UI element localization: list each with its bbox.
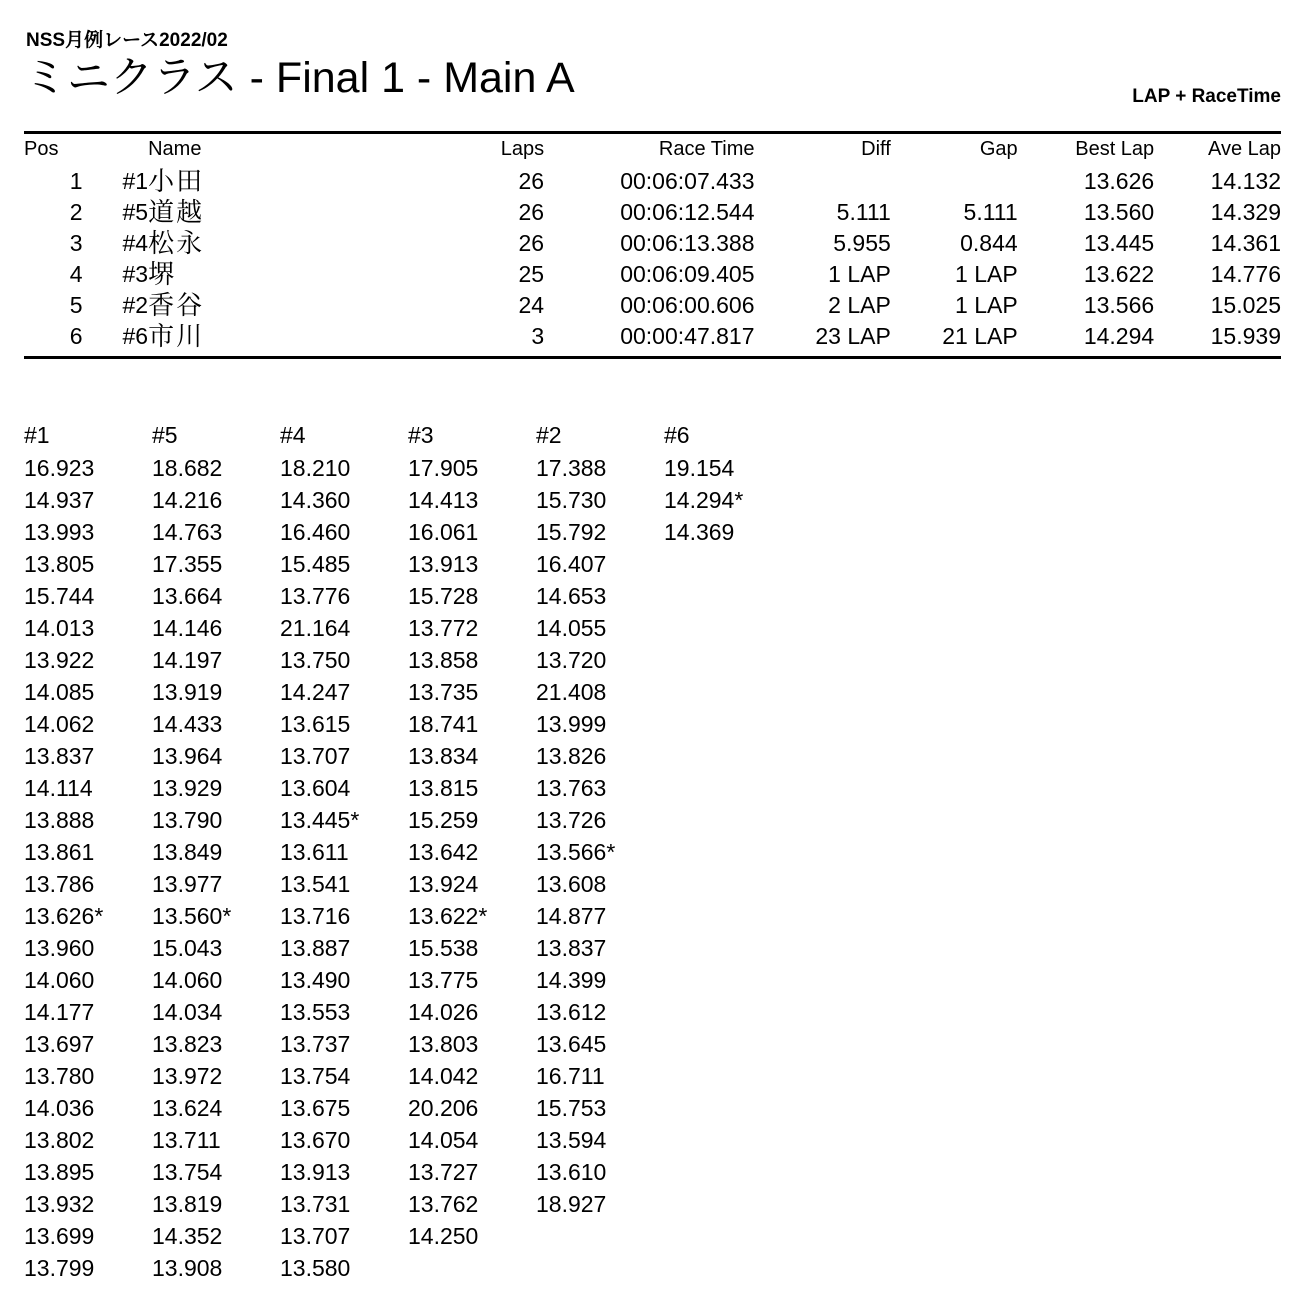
lap-time: 14.369 [664,519,735,545]
lap-time: 13.612 [536,999,607,1025]
lap-time: 13.837 [536,935,607,961]
lap-time: 13.699 [24,1223,95,1249]
table-row [24,228,1281,259]
column-header-laps: Laps [500,138,545,160]
column-header-avelap: Ave Lap [1207,138,1281,160]
lap-time: 16.460 [280,519,351,545]
lap-time: 18.741 [408,711,479,737]
cell-racetime: 00:06:13.388 [620,230,755,256]
cell-diff: 2 LAP [828,292,891,318]
lap-time: 13.805 [24,551,95,577]
lap-time: 13.919 [152,679,223,705]
cell-racetime: 00:06:00.606 [620,292,755,318]
lap-column-4 [280,418,408,1284]
cell-car: #4 [122,230,149,256]
cell-bestlap: 13.560 [1083,199,1155,225]
lap-time: 13.908 [152,1255,223,1281]
lap-time: 13.737 [280,1031,351,1057]
lap-time: 13.826 [536,743,607,769]
cell-racetime: 00:06:12.544 [620,199,755,225]
cell-racetime: 00:06:09.405 [620,261,755,287]
lap-time: 15.538 [408,935,479,961]
lap-time: 15.744 [24,583,95,609]
cell-laps: 24 [518,292,545,318]
cell-laps: 3 [531,323,545,349]
results-table-body [24,166,1281,352]
lap-column-header: #2 [536,422,562,448]
lap-time: 14.877 [536,903,607,929]
table-row [24,197,1281,228]
cell-avelap: 15.939 [1210,323,1281,349]
lap-time: 13.802 [24,1127,95,1153]
lap-time: 13.762 [408,1191,479,1217]
lap-time: 14.433 [152,711,223,737]
lap-time: 13.615 [280,711,351,737]
cell-laps: 25 [518,261,545,287]
cell-gap: 21 LAP [942,323,1018,349]
lap-time: 13.972 [152,1063,223,1089]
lap-time: 13.924 [408,871,479,897]
cell-pos: 5 [69,292,83,318]
cell-bestlap: 13.626 [1083,168,1155,194]
lap-time: 13.611 [280,839,349,865]
lap-time: 16.061 [408,519,479,545]
lap-time: 13.707 [280,1223,351,1249]
lap-time: 13.775 [408,967,479,993]
cell-car: #6 [122,323,149,349]
cell-name: 市川 [148,321,205,351]
lap-time: 13.594 [536,1127,607,1153]
lap-time: 13.566* [536,839,616,865]
lap-time: 13.642 [408,839,479,865]
lap-time: 13.754 [152,1159,223,1185]
cell-car: #1 [122,168,149,194]
lap-time: 14.026 [408,999,479,1025]
cell-gap: 0.844 [960,230,1018,256]
lap-time: 13.999 [536,711,607,737]
lap-time: 21.164 [280,615,351,641]
lap-time: 13.626* [24,903,104,929]
lap-time: 13.803 [408,1031,479,1057]
lap-column-header: #1 [24,422,50,448]
lap-time: 13.776 [280,583,351,609]
lap-time: 14.197 [152,647,223,673]
cell-bestlap: 13.445 [1083,230,1155,256]
cell-bestlap: 13.566 [1083,292,1155,318]
cell-name: 道越 [148,197,205,227]
legend-label: LAP + RaceTime [1132,86,1281,107]
lap-time: 14.054 [408,1127,479,1153]
cell-laps: 26 [518,199,545,225]
cell-diff: 1 LAP [828,261,891,287]
cell-avelap: 14.776 [1210,261,1281,287]
lap-time: 14.146 [152,615,223,641]
cell-diff: 5.955 [833,230,891,256]
lap-time: 14.399 [536,967,607,993]
lap-time: 13.604 [280,775,351,801]
cell-avelap: 14.361 [1210,230,1281,256]
column-header-pos: Pos [24,138,59,160]
lap-time: 13.645 [536,1031,607,1057]
lap-time: 13.711 [152,1127,221,1153]
lap-time: 14.294* [664,487,744,513]
lap-time: 13.834 [408,743,479,769]
lap-time: 13.799 [24,1255,95,1281]
lap-column-header: #6 [664,422,690,448]
lap-time: 14.360 [280,487,351,513]
lap-time: 14.250 [408,1223,479,1249]
lap-time: 14.937 [24,487,95,513]
cell-pos: 1 [69,168,83,194]
cell-pos: 4 [69,261,83,287]
lap-time: 13.977 [152,871,223,897]
lap-time: 14.060 [152,967,223,993]
lap-time: 13.727 [408,1159,479,1185]
lap-time: 14.034 [152,999,223,1025]
lap-column-3 [408,418,536,1252]
lap-time: 16.711 [536,1063,605,1089]
lap-time: 13.819 [152,1191,223,1217]
lap-time: 15.728 [408,583,479,609]
lap-time: 13.445* [280,807,360,833]
lap-time: 13.726 [536,807,607,833]
table-row [24,321,1281,352]
lap-time: 13.913 [408,551,479,577]
lap-time: 13.720 [536,647,607,673]
column-header-name: Name [148,138,202,160]
lap-time: 13.790 [152,807,223,833]
cell-pos: 3 [69,230,83,256]
lap-time: 16.923 [24,455,95,481]
title-row [24,52,1281,108]
column-header-car [83,136,149,166]
lap-time: 13.772 [408,615,479,641]
lap-column-1 [24,418,152,1284]
lap-time: 14.036 [24,1095,95,1121]
cell-car: #5 [122,199,149,225]
lap-time: 13.922 [24,647,95,673]
lap-time: 14.085 [24,679,95,705]
cell-laps: 26 [518,168,545,194]
lap-time: 13.675 [280,1095,351,1121]
lap-time: 13.490 [280,967,351,993]
lap-time: 13.608 [536,871,607,897]
lap-time: 13.929 [152,775,223,801]
lap-time: 14.055 [536,615,607,641]
table-row [24,259,1281,290]
lap-time: 18.210 [280,455,351,481]
lap-time: 13.716 [280,903,351,929]
lap-time: 13.754 [280,1063,351,1089]
cell-pos: 2 [69,199,83,225]
lap-time: 13.541 [280,871,351,897]
page-title: ミニクラス - Final 1 - Main A [24,54,575,102]
cell-name: 小田 [148,166,205,196]
lap-time: 13.750 [280,647,351,673]
lap-time: 13.913 [280,1159,351,1185]
lap-time: 13.849 [152,839,223,865]
lap-time: 17.388 [536,455,607,481]
lap-time: 13.664 [152,583,223,609]
column-header-racetime: Race Time [658,138,755,160]
lap-times-section [24,418,1281,1284]
lap-time: 13.622* [408,903,488,929]
cell-name: 松永 [148,228,205,258]
cell-avelap: 14.329 [1210,199,1281,225]
lap-time: 13.786 [24,871,95,897]
lap-time: 13.670 [280,1127,351,1153]
lap-time: 13.731 [280,1191,351,1217]
lap-time: 15.792 [536,519,607,545]
lap-time: 15.259 [408,807,479,833]
cell-pos: 6 [69,323,83,349]
lap-time: 13.993 [24,519,95,545]
lap-column-5 [152,418,280,1284]
lap-time: 13.960 [24,935,95,961]
lap-time: 15.485 [280,551,351,577]
cell-name: 堺 [148,259,177,289]
divider-bottom [24,356,1281,359]
lap-time: 14.042 [408,1063,479,1089]
lap-time: 18.682 [152,455,223,481]
cell-gap: 1 LAP [955,292,1018,318]
lap-time: 17.905 [408,455,479,481]
results-table [24,136,1281,352]
lap-time: 13.560* [152,903,232,929]
lap-time: 13.624 [152,1095,223,1121]
cell-gap [891,166,1018,197]
lap-time: 13.964 [152,743,223,769]
table-row [24,290,1281,321]
lap-time: 14.413 [408,487,479,513]
lap-time: 14.653 [536,583,607,609]
lap-column-header: #5 [152,422,178,448]
lap-time: 14.763 [152,519,223,545]
lap-time: 13.780 [24,1063,95,1089]
event-name: NSS月例レース2022/02 [26,30,228,51]
cell-diff [755,166,891,197]
cell-car: #3 [122,261,149,287]
lap-time: 13.895 [24,1159,95,1185]
lap-time: 16.407 [536,551,607,577]
lap-time: 13.610 [536,1159,607,1185]
results-table-header [24,136,1281,166]
divider-top [24,131,1281,134]
lap-time: 13.858 [408,647,479,673]
lap-time: 15.753 [536,1095,607,1121]
lap-time: 14.352 [152,1223,223,1249]
lap-time: 13.697 [24,1031,95,1057]
lap-time: 17.355 [152,551,223,577]
lap-column-6 [664,418,792,548]
lap-time: 20.206 [408,1095,479,1121]
column-header-bestlap: Best Lap [1075,138,1155,160]
cell-racetime: 00:00:47.817 [620,323,755,349]
lap-time: 13.815 [408,775,479,801]
cell-avelap: 15.025 [1210,292,1281,318]
cell-bestlap: 14.294 [1083,323,1155,349]
lap-time: 13.707 [280,743,351,769]
cell-name: 香谷 [148,290,205,320]
cell-gap: 1 LAP [955,261,1018,287]
lap-time: 13.888 [24,807,95,833]
lap-time: 21.408 [536,679,607,705]
lap-time: 13.763 [536,775,607,801]
lap-column-header: #4 [280,422,306,448]
lap-time: 13.823 [152,1031,223,1057]
lap-time: 18.927 [536,1191,607,1217]
lap-time: 14.114 [24,775,93,801]
lap-time: 14.013 [24,615,95,641]
lap-time: 13.887 [280,935,351,961]
lap-time: 13.735 [408,679,479,705]
cell-diff: 5.111 [836,199,891,225]
lap-time: 14.062 [24,711,95,737]
cell-diff: 23 LAP [815,323,891,349]
lap-time: 13.861 [24,839,95,865]
lap-time: 14.177 [24,999,95,1025]
cell-car: #2 [122,292,149,318]
column-header-diff: Diff [861,138,891,160]
lap-column-header: #3 [408,422,434,448]
lap-time: 19.154 [664,455,735,481]
lap-column-2 [536,418,664,1220]
table-row [24,166,1281,197]
lap-time: 14.247 [280,679,351,705]
cell-laps: 26 [518,230,545,256]
lap-time: 13.837 [24,743,95,769]
cell-gap: 5.111 [963,199,1018,225]
column-header-gap: Gap [979,138,1018,160]
lap-time: 13.553 [280,999,351,1025]
cell-avelap: 14.132 [1210,168,1281,194]
cell-racetime: 00:06:07.433 [620,168,755,194]
lap-time: 15.730 [536,487,607,513]
lap-time: 13.932 [24,1191,95,1217]
lap-time: 14.060 [24,967,95,993]
lap-time: 15.043 [152,935,223,961]
lap-time: 13.580 [280,1255,351,1281]
lap-time: 14.216 [152,487,223,513]
cell-bestlap: 13.622 [1083,261,1155,287]
table-header-row [24,136,1281,166]
